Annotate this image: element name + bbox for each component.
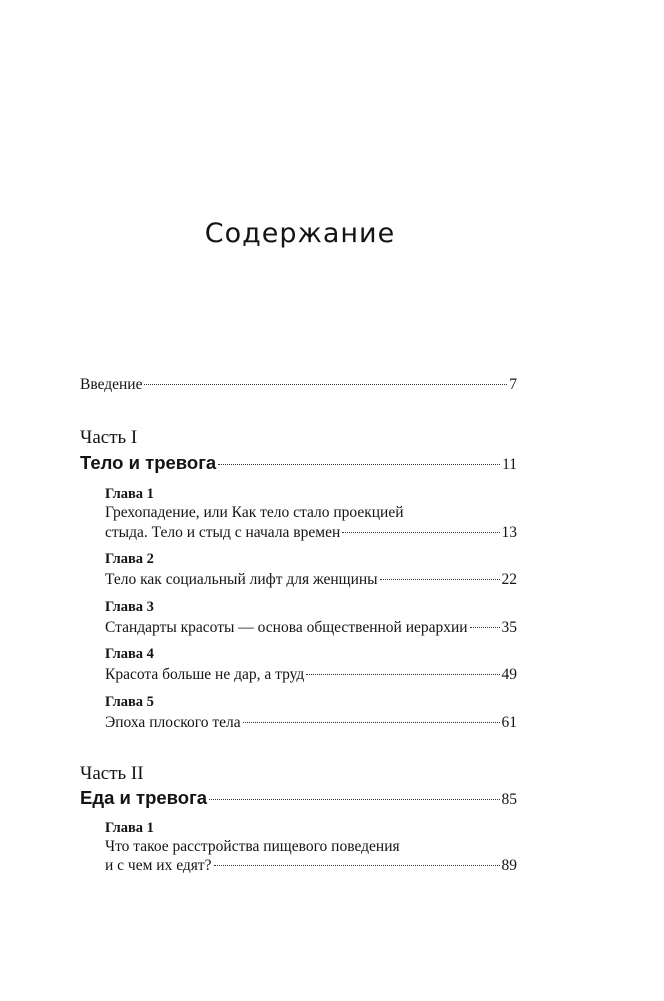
part-1-label: Часть I — [80, 427, 138, 448]
toc-page-number: 11 — [502, 456, 517, 473]
toc-page-number: 61 — [501, 714, 517, 731]
toc-page-number: 13 — [501, 524, 517, 541]
dot-leader — [214, 865, 500, 866]
dot-leader — [243, 722, 500, 723]
dot-leader — [470, 627, 500, 628]
toc-page-number: 89 — [501, 857, 517, 874]
toc-entry-title: и с чем их едят? — [105, 857, 212, 874]
dot-leader — [380, 579, 500, 580]
chapter-label: Глава 1 — [105, 820, 154, 836]
toc-entry-title: стыда. Тело и стыд с начала времен — [105, 524, 341, 541]
toc-entry-part-1-chapter-1[interactable] — [105, 522, 517, 544]
toc-entry-part-2[interactable] — [80, 786, 517, 812]
toc-page-number: 35 — [501, 619, 517, 636]
toc-entry-title: Эпоха плоского тела — [105, 714, 241, 731]
toc-entry-part-1-chapter-3[interactable] — [105, 617, 517, 639]
toc-entry-part-1-chapter-4[interactable] — [105, 664, 517, 686]
toc-entry-title: Стандарты красоты — основа общественной иерархии — [105, 619, 468, 636]
dot-leader — [306, 674, 499, 675]
page-title: Содержание — [204, 218, 396, 249]
part-1-title: Тело и тревога — [80, 452, 217, 473]
chapter-label: Глава 3 — [105, 599, 154, 615]
toc-page-number: 7 — [509, 376, 517, 393]
dot-leader — [209, 799, 499, 800]
chapter-label: Глава 4 — [105, 646, 154, 662]
dot-leader — [218, 464, 500, 465]
toc-entry-part-1-chapter-5[interactable] — [105, 712, 517, 734]
chapter-label: Глава 2 — [105, 551, 154, 567]
part-2-label: Часть II — [80, 763, 144, 784]
toc-entry-part-1-chapter-2[interactable] — [105, 569, 517, 591]
chapter-label: Глава 5 — [105, 694, 154, 710]
toc-entry-part-2-chapter-1[interactable] — [105, 855, 517, 877]
toc-page-number: 22 — [501, 571, 517, 588]
toc-entry-title-line: Что такое расстройства пищевого поведения — [105, 838, 400, 855]
toc-page-number: 49 — [501, 666, 517, 683]
toc-entry-title: Тело как социальный лифт для женщины — [105, 571, 378, 588]
toc-entry-title: Введение — [80, 376, 143, 393]
dot-leader — [342, 532, 499, 533]
part-2-title: Еда и тревога — [80, 787, 208, 808]
toc-entry-title-line: Грехопадение, или Как тело стало проекцией — [105, 504, 404, 521]
toc-entry-title: Красота больше не дар, а труд — [105, 666, 305, 683]
chapter-label: Глава 1 — [105, 486, 154, 502]
toc-page-number: 85 — [501, 791, 517, 808]
dot-leader — [144, 384, 507, 385]
toc-entry-part-1[interactable] — [80, 451, 517, 477]
toc-entry-intro[interactable] — [80, 374, 517, 396]
